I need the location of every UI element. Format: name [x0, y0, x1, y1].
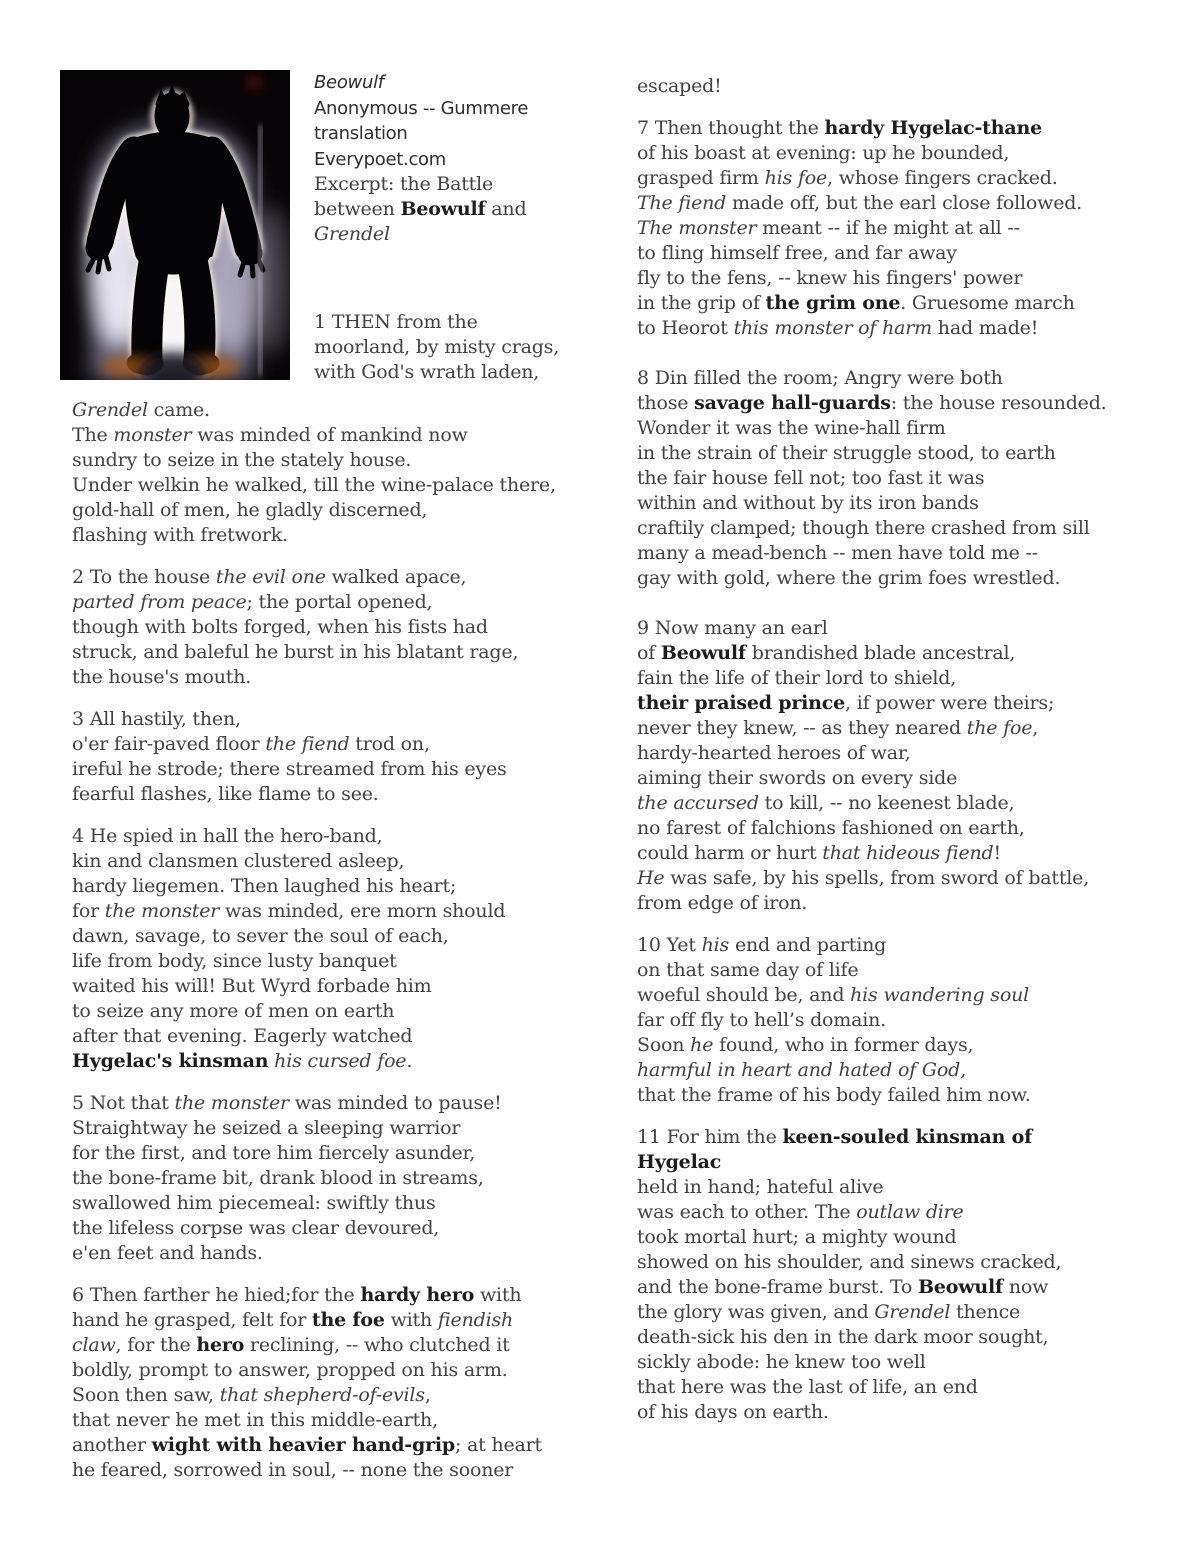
- poem-line: the bone-frame bit, drank blood in streams,: [72, 1167, 484, 1189]
- stanza-4: [72, 824, 580, 1074]
- poem-line: The fiend made off, but the earl close followed.: [637, 192, 1083, 214]
- poem-line: after that evening. Eagerly watched: [72, 1025, 413, 1047]
- poem-stanza: [72, 398, 580, 548]
- poem-line: ireful he strode; there streamed from his eyes: [72, 758, 507, 780]
- header-row: [72, 70, 580, 385]
- poem-line: Hygelac: [637, 1151, 722, 1173]
- poem-line: flashing with fretwork.: [72, 524, 288, 546]
- poem-line: harmful in heart and hated of God,: [637, 1059, 966, 1081]
- stanza-7: [637, 116, 1137, 341]
- poem-title: Beowulf: [314, 72, 384, 93]
- left-column: [72, 70, 580, 1500]
- poem-line: hardy-hearted heroes of war,: [637, 742, 911, 764]
- column2-stanzas: [637, 74, 1137, 1425]
- poem-line: Under welkin he walked, till the wine-palace there,: [72, 474, 556, 496]
- poem-line: of his days on earth.: [637, 1401, 829, 1423]
- poem-line: escaped!: [637, 75, 722, 97]
- poem-line: the lifeless corpse was clear devoured,: [72, 1217, 440, 1239]
- stanza-6: [72, 1283, 580, 1483]
- poem-line: far off fly to hell’s domain.: [637, 1009, 886, 1031]
- poem-line: fearful flashes, like flame to see.: [72, 783, 379, 805]
- poem-line: to fling himself free, and far away: [637, 242, 957, 264]
- poem-line: struck, and baleful he burst in his blatant rage,: [72, 641, 519, 663]
- poem-line: though with bolts forged, when his fists had: [72, 616, 488, 638]
- poem-line: those savage hall-guards: the house resounded.: [637, 392, 1107, 414]
- poem-line: e'en feet and hands.: [72, 1242, 263, 1264]
- poem-line: and the bone-frame burst. To Beowulf now: [637, 1276, 1049, 1298]
- poem-line: to seize any more of men on earth: [72, 1000, 395, 1022]
- poem-line: woeful should be, and his wandering soul: [637, 984, 1029, 1006]
- stanza-2: [72, 565, 580, 690]
- poem-line: never they knew, -- as they neared the foe,: [637, 717, 1039, 739]
- poem-line: 7 Then thought the hardy Hygelac-thane: [637, 117, 1042, 139]
- poem-line: craftily clamped; though there crashed from sill: [637, 517, 1090, 539]
- poem-line: Hygelac's kinsman his cursed foe.: [72, 1050, 413, 1072]
- column1-stanzas: [72, 565, 580, 1483]
- poem-line: could harm or hurt that hideous fiend!: [637, 842, 1001, 864]
- poem-line: was each to other. The outlaw dire: [637, 1201, 964, 1223]
- poem-source: Everypoet.com: [314, 148, 446, 170]
- poem-line: the fair house fell not; too fast it was: [637, 467, 985, 489]
- stanza-3: [72, 707, 580, 807]
- poem-line: parted from peace; the portal opened,: [72, 591, 433, 613]
- poem-line: o'er fair-paved floor the fiend trod on,: [72, 733, 430, 755]
- poem-line: 9 Now many an earl: [637, 617, 828, 639]
- poem-line: hardy liegemen. Then laughed his heart;: [72, 875, 457, 897]
- poem-line: sundry to seize in the stately house.: [72, 449, 412, 471]
- stanza-10: [637, 933, 1137, 1108]
- poem-line: in the grip of the grim one. Gruesome march: [637, 292, 1075, 314]
- poem-line: their praised prince, if power were theirs;: [637, 692, 1055, 714]
- poem-line: 11 For him the keen-souled kinsman of: [637, 1126, 1033, 1148]
- poem-line: boldly, prompt to answer, propped on his arm.: [72, 1359, 508, 1381]
- poem-line: the accursed to kill, -- no keenest blade,: [637, 792, 1015, 814]
- poem-line: dawn, savage, to sever the soul of each,: [72, 925, 449, 947]
- poem-line: Wonder it was the wine-hall firm: [637, 417, 946, 439]
- poem-line: took mortal hurt; a mighty wound: [637, 1226, 957, 1248]
- poem-line: 2 To the house the evil one walked apace,: [72, 566, 467, 588]
- poem-line: held in hand; hateful alive: [637, 1176, 884, 1198]
- poem-line: 3 All hastily, then,: [72, 708, 241, 730]
- poem-line: for the monster was minded, ere morn should: [72, 900, 506, 922]
- title-block: [314, 70, 564, 385]
- poem-line: fain the life of their lord to shield,: [637, 667, 957, 689]
- poem-line: for the first, and tore him fiercely asunder,: [72, 1142, 476, 1164]
- escaped-continuation: [637, 74, 1137, 99]
- poem-line: with God's wrath laden,: [314, 361, 540, 383]
- poem-line: the house's mouth.: [72, 666, 252, 688]
- poem-line: no farest of falchions fashioned on earth,: [637, 817, 1025, 839]
- stanza-1-opening-lines: [314, 310, 564, 385]
- poem-line: death-sick his den in the dark moor sought,: [637, 1326, 1049, 1348]
- poem-line: of his boast at evening: up he bounded,: [637, 142, 1010, 164]
- poem-line: many a mead-bench -- men have told me --: [637, 542, 1038, 564]
- poem-line: claw, for the hero reclining, -- who clutched it: [72, 1334, 510, 1356]
- poem-line: on that same day of life: [637, 959, 859, 981]
- poem-meta: [314, 70, 564, 172]
- poem-author: Anonymous -- Gummere translation: [314, 97, 529, 144]
- poem-line: that here was the last of life, an end: [637, 1376, 978, 1398]
- poem-line: 5 Not that the monster was minded to pause!: [72, 1092, 502, 1114]
- poem-line: to Heorot this monster of harm had made!: [637, 317, 1039, 339]
- excerpt-caption: [314, 172, 552, 247]
- poem-line: 4 He spied in hall the hero-band,: [72, 825, 383, 847]
- stanza-11: [637, 1125, 1137, 1425]
- grendel-silhouette-photo: [60, 70, 290, 380]
- poem-line: life from body, since lusty banquet: [72, 950, 397, 972]
- poem-line: in the strain of their struggle stood, to earth: [637, 442, 1056, 464]
- stanza-5: [72, 1091, 580, 1266]
- poem-line: 1 THEN from the: [314, 311, 478, 333]
- poem-line: of Beowulf brandished blade ancestral,: [637, 642, 1016, 664]
- poem-line: Straightway he seized a sleeping warrior: [72, 1117, 461, 1139]
- poem-line: Soon he found, who in former days,: [637, 1034, 974, 1056]
- poem-line: 8 Din filled the room; Angry were both: [637, 367, 1003, 389]
- poem-line: kin and clansmen clustered asleep,: [72, 850, 405, 872]
- poem-line: the glory was given, and Grendel thence: [637, 1301, 1021, 1323]
- poem-line: Grendel came.: [72, 399, 210, 421]
- stanza-8: [637, 366, 1137, 591]
- poem-line: The monster meant -- if he might at all --: [637, 217, 1020, 239]
- poem-line: The monster was minded of mankind now: [72, 424, 468, 446]
- poem-line: he feared, sorrowed in soul, -- none the sooner: [72, 1459, 514, 1481]
- poem-line: fly to the fens, -- knew his fingers' power: [637, 267, 1023, 289]
- poem-line: He was safe, by his spells, from sword of battle,: [637, 867, 1090, 889]
- stanza-9: [637, 616, 1137, 916]
- poem-line: within and without by its iron bands: [637, 492, 979, 514]
- poem-line: waited his will! But Wyrd forbade him: [72, 975, 432, 997]
- poem-line: that never he met in this middle-earth,: [72, 1409, 438, 1431]
- poem-line: sickly abode: he knew too well: [637, 1351, 926, 1373]
- poem-line: gold-hall of men, he gladly discerned,: [72, 499, 428, 521]
- poem-line: from edge of iron.: [637, 892, 808, 914]
- poem-line: moorland, by misty crags,: [314, 336, 560, 358]
- poem-line: gay with gold, where the grim foes wrestled.: [637, 567, 1061, 589]
- excerpt-text: Excerpt: the Battle between Beowulf and Grendel: [314, 173, 527, 245]
- two-column-layout: [72, 70, 1140, 1500]
- poem-line: 6 Then farther he hied;for the hardy hero with: [72, 1284, 522, 1306]
- poem-line: aiming their swords on every side: [637, 767, 958, 789]
- poem-line: that the frame of his body failed him now.: [637, 1084, 1031, 1106]
- poem-line: swallowed him piecemeal: swiftly thus: [72, 1192, 436, 1214]
- poem-line: Soon then saw, that shepherd-of-evils,: [72, 1384, 431, 1406]
- right-column: [637, 70, 1137, 1500]
- poem-line: hand he grasped, felt for the foe with fiendish: [72, 1309, 514, 1331]
- poem-line: grasped firm his foe, whose fingers cracked.: [637, 167, 1058, 189]
- poem-line: 10 Yet his end and parting: [637, 934, 887, 956]
- poem-line: another wight with heavier hand-grip; at heart: [72, 1434, 542, 1456]
- poem-line: showed on his shoulder, and sinews cracked,: [637, 1251, 1062, 1273]
